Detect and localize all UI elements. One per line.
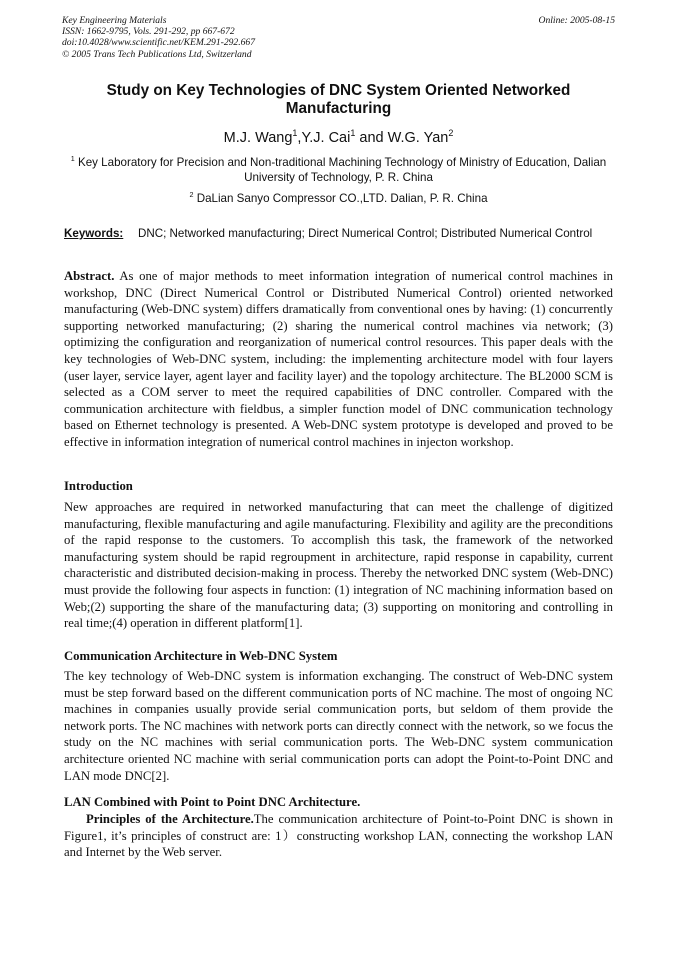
affiliation-text: DaLian Sanyo Compressor CO.,LTD. Dalian, P. R. China [193, 192, 488, 205]
issn-line: ISSN: 1662-9795, Vols. 291-292, pp 667-672 [62, 26, 235, 38]
introduction-text: New approaches are required in networked manufacturing that can meet the challenge of digitized manufacturing, flexible manufacturing and agile manufacturing. Flexibility and agility are the preconditions of the rapid response to the customers. To accomplish this task, the framework of the networked manufacturing system should be rapid regroupment in architecture, rapid response in capability, current characteristic and distributed decision-making in process. Thereby the networked DNC system (Web-DNC) must provide the following four aspects in function: (1) integration of NC machining information based on Web;(2) supporting the share of the manufacturing data; (3) supporting on monitoring and controlling in real time;(4) operation in different platform[1]. [64, 500, 613, 631]
abstract-text: As one of major methods to meet information integration of numerical control machines in workshop, DNC (Direct Numerical Control or Distributed Numerical Control) oriented networked manufacturing (Web-DNC system) differs dramatically from conventional ones by having: (1) concurrently supporting networked manufacturing; (2) sharing the numerical control machines via network; (3) optimizing the configuration and reorganization of numerical control resources. This paper deals with the key technologies of Web-DNC system, including: the implementing architecture model with four layers (user layer, service layer, agent layer and facility layer) and the topology architecture. The BL2000 SCM is selected as a COM server to meet the required capabilities of DNC controller. Compared with the communication architecture with fieldbus, a simpler function model of DNC communication technology based on Ethernet technology is presented. A Web-DNC system prototype is developed and proved to be effective in information integration of numerical control machines in injecton workshop. [64, 269, 613, 449]
communication-architecture-heading: Communication Architecture in Web-DNC System [64, 649, 338, 663]
affiliation-1 [62, 155, 615, 185]
journal-header [62, 15, 615, 60]
paper-title: Study on Key Technologies of DNC System Oriented Networked Manufacturing [106, 82, 571, 117]
author-affiliation-mark: 1 [292, 128, 298, 139]
principles-text: The communication architecture of Point-to-Point DNC is shown in Figure1, it’s principles of construct are: 1）constructing workshop LAN, connecting the workshop LAN and Internet by the Web server. [64, 812, 613, 860]
author-affiliation-mark: 1 [350, 128, 356, 139]
communication-architecture-text: The key technology of Web-DNC system is information exchanging. The construct of Web-DNC system must be step forward based on the different communication ports of NC machine. The most of ongoing NC machines in companies usually provide serial communication ports, but seldom of them provide the network ports. The NC machines with network ports can directly connect with the network, so we focus the study on the NC machines with serial communication ports. The Web-DNC system communication architecture oriented NC machine with serial communication ports can adopt the Point-to-Point DNC and LAN mode DNC[2]. [64, 669, 613, 783]
lan-dnc-architecture-heading: LAN Combined with Point to Point DNC Architecture. [64, 795, 361, 809]
abstract [64, 268, 613, 451]
journal-name: Key Engineering Materials [62, 15, 167, 26]
author-affiliation-mark: 2 [448, 128, 454, 139]
affiliation-mark: 2 [189, 190, 194, 200]
keywords [64, 226, 613, 241]
affiliation-mark: 1 [70, 154, 75, 164]
author-list [62, 129, 615, 147]
author-name: ,Y.J. Cai [297, 130, 351, 146]
affiliation-2 [62, 191, 615, 206]
copyright-line: © 2005 Trans Tech Publications Ltd, Switzerland [62, 48, 252, 60]
principles-subheading: Principles of the Architecture. [86, 812, 254, 826]
doi-line: doi:10.4028/www.scientific.net/KEM.291-292.667 [62, 37, 256, 49]
keywords-text: DNC; Networked manufacturing; Direct Numerical Control; Distributed Numerical Control [138, 227, 593, 240]
affiliation-text: Key Laboratory for Precision and Non-traditional Machining Technology of Ministry of Education, Dalian University of Technology, P. R. China [74, 156, 607, 184]
author-name: M.J. Wang [223, 130, 293, 146]
abstract-label: Abstract. [64, 269, 115, 283]
introduction-heading: Introduction [64, 479, 133, 493]
online-date: Online: 2005-08-15 [538, 15, 615, 26]
lan-dnc-architecture-paragraph [64, 811, 613, 861]
keywords-label: Keywords: [64, 227, 124, 240]
author-name: and W.G. Yan [355, 130, 449, 146]
